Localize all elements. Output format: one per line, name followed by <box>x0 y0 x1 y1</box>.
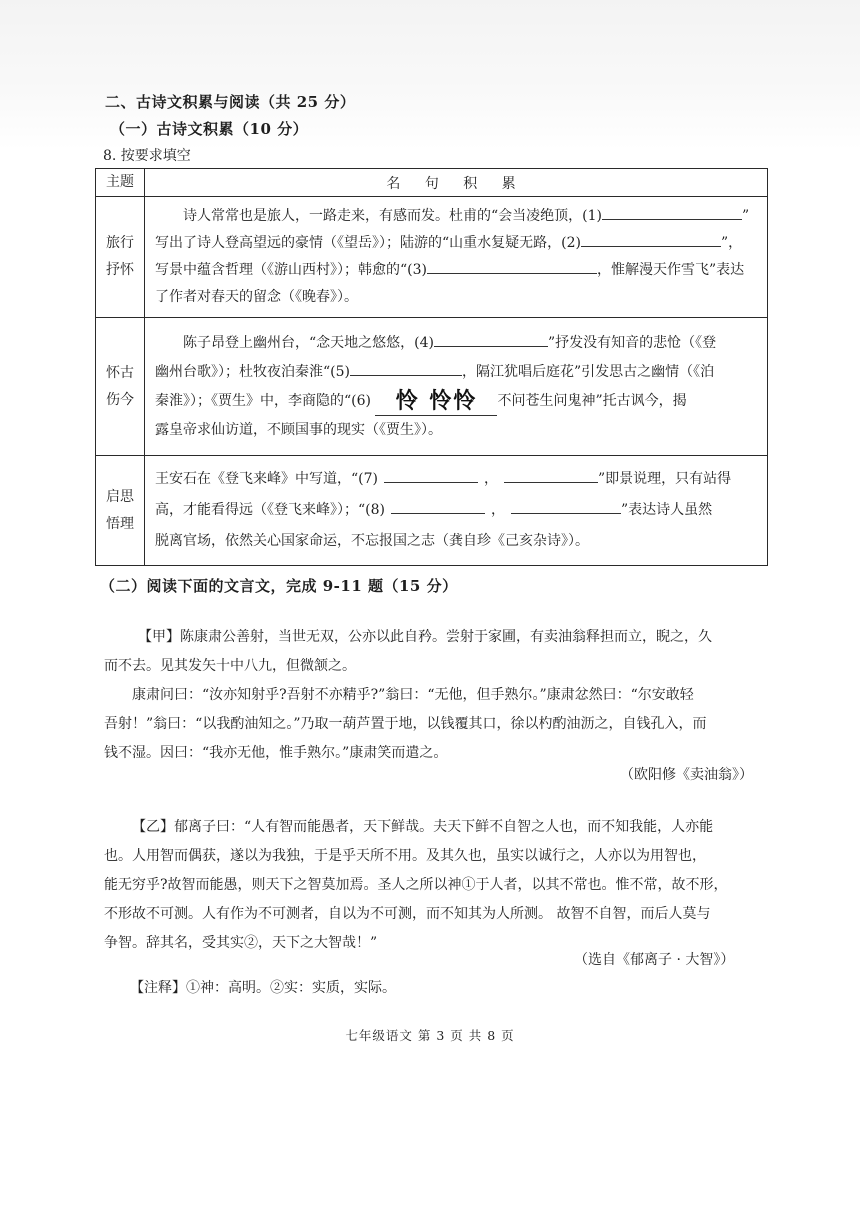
theme-text: 悟理 <box>106 515 134 532</box>
content-cell <box>145 456 768 566</box>
text: 脱离官场，依然关心国家命运，不忘报国之志（龚自珍《己亥杂诗》）。 <box>155 533 589 549</box>
passage-line: 【甲】陈康肃公善射，当世无双，公亦以此自矜。尝射于家圃，有卖油翁释担而立，睨之，久 <box>138 629 712 645</box>
passage-line: 钱不湿。因曰：“我亦无他，惟手熟尔。”康肃笑而遣之。 <box>104 745 448 761</box>
table-row <box>96 318 768 456</box>
theme-text: 旅行 <box>106 235 134 251</box>
text: 露皇帝求仙访道，不顾国事的现实（《贾生》）。 <box>155 421 442 438</box>
theme-cell <box>96 318 145 456</box>
passage-line: 【乙】郁离子曰：“人有智而能愚者，天下鲜哉。夫天下鲜不自智之人也，而不知我能，人亦能 <box>132 819 714 835</box>
question-8-prompt: 8. 按要求填空 <box>103 148 191 164</box>
content-cell <box>145 197 768 318</box>
answer-blank-3[interactable] <box>427 259 597 274</box>
text: 写景中蕴含哲理（《游山西村》）；韩愈的“(3) <box>155 262 427 278</box>
content-cell <box>145 318 768 456</box>
text: 诗人常常也是旅人，一路走来，有感而发。杜甫的“会当凌绝顶，(1) <box>183 208 602 224</box>
theme-cell <box>96 456 145 566</box>
answer-blank-8b[interactable] <box>511 499 621 514</box>
text: ，隔江犹唱后庭花”引发思古之幽情（《泊 <box>462 363 715 380</box>
theme-text: 抒怀 <box>106 262 134 278</box>
annotation-note: 【注释】①神：高明。②实：实质，实际。 <box>130 980 396 996</box>
passage-line: 而不去。见其发矢十中八九，但微颔之。 <box>104 658 356 674</box>
table-header-row <box>96 169 768 197</box>
answer-blank-2[interactable] <box>581 232 721 247</box>
passage-yi <box>104 813 728 958</box>
answer-blank-5[interactable] <box>350 361 462 376</box>
answer-blank-8a[interactable] <box>391 499 485 514</box>
text: ”表达诗人虽然 <box>621 502 713 518</box>
subsection-title-1: （一）古诗文积累（10 分） <box>110 120 309 138</box>
section-title: 二、古诗文积累与阅读（共 25 分） <box>105 93 356 111</box>
subsection-title-2: （二）阅读下面的文言文，完成 9-11 题（15 分） <box>100 577 458 595</box>
theme-text: 伤今 <box>106 391 134 408</box>
text: 幽州台歌》）；杜牧夜泊秦淮“(5) <box>155 363 350 380</box>
text: 了作者对春天的留念（《晚春》）。 <box>155 289 358 305</box>
text: ”抒发没有知音的悲怆（《登 <box>548 334 717 351</box>
theme-header: 主题 <box>96 169 145 197</box>
handwritten-answer-6[interactable]: 怜 怜怜 <box>375 391 497 416</box>
quote-table <box>95 168 768 566</box>
text: 高，才能看得远（《登飞来峰》）；“(8) <box>155 502 385 518</box>
text: ” <box>742 208 750 224</box>
text: 写出了诗人登高望远的豪情（《望岳》）；陆游的“山重水复疑无路，(2) <box>155 235 581 251</box>
passage-line: 争智。辞其名，受其实②，天下之大智哉！” <box>104 935 378 951</box>
passage-jia <box>104 623 712 768</box>
passage-line: 能无穷乎?故智而能愚，则天下之智莫加焉。圣人之所以神①于人者，以其不常也。惟不常，故不形， <box>104 877 728 893</box>
source-jia: （欧阳修《卖油翁》） <box>620 767 753 783</box>
source-yi: （选自《郁离子 · 大智》） <box>574 952 735 968</box>
page-footer: 七年级语文 第 3 页 共 8 页 <box>345 1028 515 1043</box>
theme-cell <box>96 197 145 318</box>
text: ， <box>491 502 505 518</box>
text: ，惟解漫天作雪飞”表达 <box>597 262 745 278</box>
answer-blank-4[interactable] <box>434 332 548 347</box>
text: ”即景说理，只有站得 <box>598 471 732 487</box>
table-row <box>96 197 768 318</box>
text: 王安石在《登飞来峰》中写道，“(7) <box>155 471 378 487</box>
answer-blank-1[interactable] <box>602 205 742 220</box>
content-header: 名 句 积 累 <box>145 169 768 197</box>
text: 秦淮》）；《贾生》中，李商隐的“(6) <box>155 392 371 409</box>
passage-line: 吾射！”翁曰：“以我酌油知之。”乃取一葫芦置于地，以钱覆其口，徐以杓酌油沥之，自钱孔入，而 <box>104 716 707 732</box>
text: ”， <box>721 235 743 251</box>
answer-blank-7b[interactable] <box>504 468 598 483</box>
theme-text: 怀古 <box>106 364 134 381</box>
table-row <box>96 456 768 566</box>
passage-line: 不形故不可测。人有作为不可测者，自以为不可测，而不知其为人所测。 故智不自智，而后人莫与 <box>104 906 711 922</box>
answer-blank-7a[interactable] <box>384 468 478 483</box>
text: 不问苍生问鬼神”托古讽今，揭 <box>497 392 687 409</box>
text: ， <box>484 471 498 487</box>
passage-line: 康肃问曰：“汝亦知射乎?吾射不亦精乎?”翁曰：“无他，但手熟尔。”康肃忿然曰：“尔安敢轻 <box>132 687 694 703</box>
theme-text: 启思 <box>106 488 134 505</box>
text: 陈子昂登上幽州台，“念天地之悠悠，(4) <box>183 334 434 351</box>
passage-line: 也。人用智而偶获，遂以为我独，于是乎天所不用。及其久也，虽实以诚行之，人亦以为用智也， <box>104 848 706 864</box>
